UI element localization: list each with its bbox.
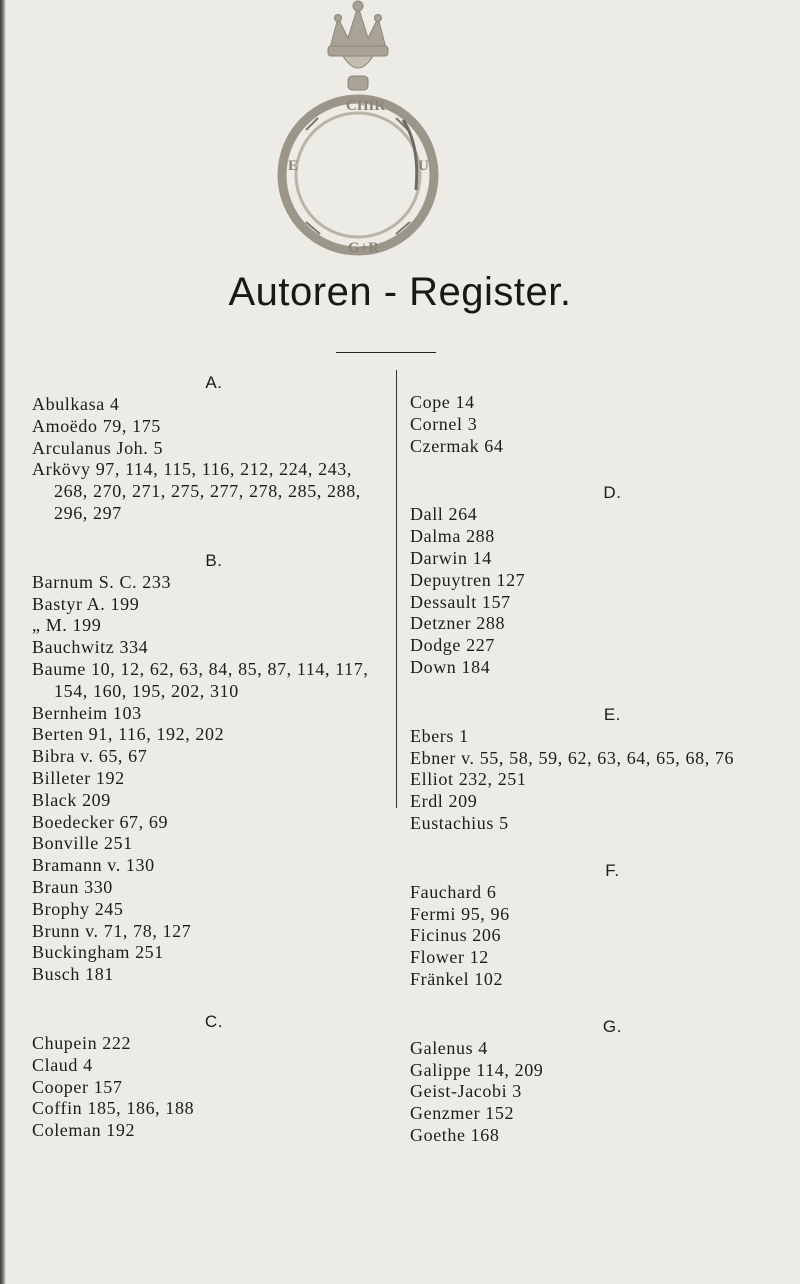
index-entry: Galenus 4 bbox=[410, 1037, 488, 1058]
index-entry: Geist-Jacobi 3 bbox=[410, 1081, 522, 1102]
section-letter-e: E. bbox=[603, 704, 622, 724]
index-entry: „ M. 199 bbox=[32, 615, 102, 636]
index-entry: Fermi 95, 96 bbox=[410, 903, 510, 924]
index-entry: Bibra v. 65, 67 bbox=[32, 746, 148, 767]
index-entry: Billeter 192 bbox=[32, 767, 125, 788]
index-entry: Ebner v. 55, 58, 59, 62, 63, 64, 65, 68, 76 bbox=[410, 747, 735, 768]
index-entry: Bernheim 103 bbox=[32, 702, 142, 723]
index-entry: Brunn v. 71, 78, 127 bbox=[32, 920, 192, 941]
page-title: Autoren - Register. bbox=[228, 270, 572, 314]
page-binding-edge bbox=[0, 0, 6, 1284]
index-entry: Barnum S. C. 233 bbox=[32, 571, 172, 592]
index-entry: Abulkasa 4 bbox=[32, 394, 120, 414]
index-entry: Chupein 222 bbox=[32, 1032, 132, 1053]
index-entry: Boedecker 67, 69 bbox=[32, 811, 169, 832]
index-entry: Cornel 3 bbox=[410, 413, 478, 434]
right-column bbox=[410, 392, 795, 1147]
index-entry: Depuytren 127 bbox=[410, 569, 526, 590]
index-entry: Braun 330 bbox=[32, 876, 113, 897]
index-entry: Brophy 245 bbox=[32, 898, 124, 919]
crown-seal-emblem bbox=[268, 0, 448, 265]
index-entry: Bastyr A. 199 bbox=[32, 593, 140, 614]
index-entry: Buckingham 251 bbox=[32, 942, 164, 963]
index-entry: Bonville 251 bbox=[32, 833, 133, 854]
index-entry: Flower 12 bbox=[410, 947, 489, 968]
section-letter-b: B. bbox=[205, 550, 223, 570]
index-entry: Busch 181 bbox=[32, 964, 114, 985]
index-entry: Elliot 232, 251 bbox=[410, 769, 527, 790]
svg-text:U: U bbox=[418, 158, 429, 174]
index-entry: Eustachius 5 bbox=[410, 812, 509, 833]
svg-text:CHIR: CHIR bbox=[346, 98, 386, 114]
index-entry: Goethe 168 bbox=[410, 1124, 500, 1145]
index-entry: Dalma 288 bbox=[410, 526, 495, 547]
index-entry: Coffin 185, 186, 188 bbox=[32, 1098, 195, 1119]
index-entry: Darwin 14 bbox=[410, 547, 492, 568]
index-entry: Dodge 227 bbox=[410, 635, 495, 656]
index-entry: Black 209 bbox=[32, 789, 111, 810]
index-entry: Genzmer 152 bbox=[410, 1103, 515, 1124]
index-entry: Fauchard 6 bbox=[410, 881, 497, 902]
index-entry: Cooper 157 bbox=[32, 1076, 123, 1097]
index-entry: Ficinus 206 bbox=[410, 925, 502, 946]
index-entry: Amoëdo 79, 175 bbox=[32, 415, 161, 436]
svg-text:G+R: G+R bbox=[348, 240, 380, 256]
index-entry: Czermak 64 bbox=[410, 435, 504, 456]
title-rule-divider bbox=[336, 352, 436, 353]
index-entry: Detzner 288 bbox=[410, 613, 506, 634]
index-entry: Erdl 209 bbox=[410, 791, 478, 812]
index-entry: Cope 14 bbox=[410, 392, 475, 412]
svg-text:E: E bbox=[288, 158, 299, 174]
index-entry: Bramann v. 130 bbox=[32, 855, 155, 876]
section-letter-a: A. bbox=[205, 373, 223, 392]
column-divider bbox=[396, 370, 397, 808]
index-entry: Dall 264 bbox=[410, 504, 478, 525]
index-entry: Baume 10, 12, 62, 63, 84, 85, 87, 114, 117, 154, 160, 195, 202, 310 bbox=[32, 658, 369, 701]
index-entry: Down 184 bbox=[410, 656, 491, 677]
index-entry: Coleman 192 bbox=[32, 1120, 136, 1141]
index-entry: Arkövy 97, 114, 115, 116, 212, 224, 243, 268, 270, 271, 275, 277, 278, 285, 288, 296, 297 bbox=[32, 459, 361, 523]
index-entry: Fränkel 102 bbox=[410, 968, 504, 989]
section-letter-c: C. bbox=[204, 1011, 224, 1031]
index-entry: Berten 91, 116, 192, 202 bbox=[32, 724, 225, 745]
index-entry: Dessault 157 bbox=[410, 591, 511, 612]
index-entry: Claud 4 bbox=[32, 1054, 93, 1075]
index-entry: Bauchwitz 334 bbox=[32, 637, 149, 658]
section-letter-f: F. bbox=[605, 860, 620, 880]
index-entry: Ebers 1 bbox=[410, 725, 469, 746]
index-entry: Arculanus Joh. 5 bbox=[32, 437, 164, 458]
section-letter-d: D. bbox=[603, 483, 622, 503]
section-letter-g: G. bbox=[602, 1016, 623, 1036]
left-column bbox=[32, 371, 382, 1142]
index-entry: Galippe 114, 209 bbox=[410, 1059, 544, 1080]
